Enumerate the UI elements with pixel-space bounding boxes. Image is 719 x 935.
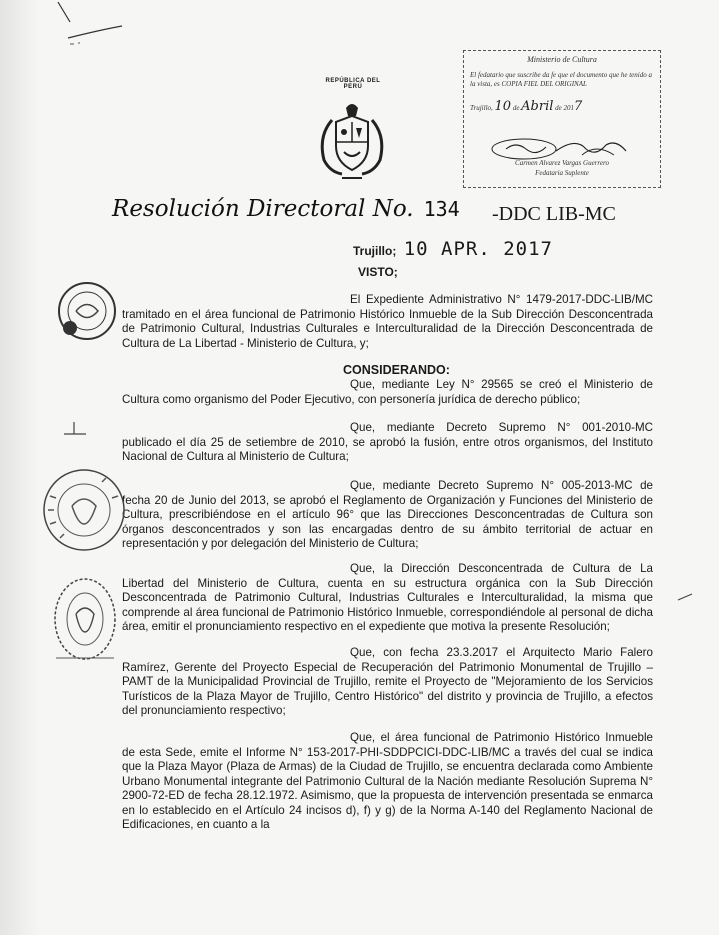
- paragraph-text: Que, la Dirección Desconcentrada de Cultura de La Libertad del Ministerio de Cultura, cuenta en su estructura orgánica con la Sub Dirección Desconcentrada de Patrimonio Cultural, Industrias Culturales e Interculturalidad, la misma que comprende al área funcional de Patrimonio Histórico Inmueble, correspondiéndole al personal de dicha área, emitir el pronunciamiento respectivo en el expediente que motiva la presente Resolución;: [122, 562, 653, 633]
- visto-heading: VISTO;: [358, 265, 398, 279]
- ministry-seal-icon: [40, 466, 128, 554]
- coat-of-arms-icon: [312, 78, 392, 196]
- crest-label: REPÚBLICA DEL PERÚ: [325, 78, 381, 90]
- stamp-role: Fedataria Suplente: [535, 169, 589, 177]
- paragraph-arquitecto: [122, 646, 653, 719]
- signature-icon: [486, 135, 636, 161]
- considerando-heading: CONSIDERANDO:: [343, 363, 450, 377]
- resolution-code: -DDC LIB-MC: [492, 203, 616, 225]
- round-seal-icon: [56, 280, 118, 342]
- paragraph-ley: [122, 378, 653, 407]
- paragraph-direccion: [122, 562, 653, 635]
- paragraph-text: Que, mediante Ley N° 29565 se creó el Ministerio de Cultura como organismo del Poder Ejecutivo, con personería jurídica de derecho público;: [122, 378, 653, 406]
- stamp-ministry: Ministerio de Cultura: [527, 55, 597, 64]
- paragraph-text: Que, mediante Decreto Supremo N° 005-2013-MC de fecha 20 de Junio del 2013, se aprobó el Reglamento de Organización y Funciones del Ministerio de Cultura, prescribiéndose en el artículo 96° que las Direcciones Desconcentradas de Cultura son órganos desconcentrados y son las encargadas dentro de su ámbito territorial de actuar en representación y por delegación del Ministerio de Cultura;: [122, 479, 653, 550]
- date-stamp: 10 APR. 2017: [403, 238, 553, 260]
- oval-seal-icon: [50, 574, 120, 664]
- paragraph-text: Que, el área funcional de Patrimonio Histórico Inmueble de esta Sede, emite el Informe N° 153-2017-PHI-SDDPCICI-DDC-LIB/MC a través del cual se indica que la Plaza Mayor (Plaza de Armas) de la Ciudad de Trujillo, se encuentra declarada como Ambiente Urbano Monumental integrante del Patrimonio Cultural de la Nación mediante Resolución Suprema N° 2900-72-ED de fecha 28.12.1972. Asimismo, que la propuesta de intervención presentada se enmarca en lo establecido en el Artículo 24 incisos d), f) y g) de la Norma A-140 del Reglamento Nacional de Edificaciones, en cuanto a la: [122, 731, 653, 831]
- margin-arrow-icon: [676, 590, 696, 604]
- paragraph-text: El Expediente Administrativo N° 1479-2017-DDC-LIB/MC tramitado en el área funcional de Patrimonio Histórico Inmueble de la Sub Dirección Desconcentrada de Patrimonio Cultural, Industrias Culturales e Interculturalidad de la Dirección Desconcentrada de Cultura de La Libertad - Ministerio de Cultura, y;: [122, 293, 653, 350]
- stamp-year-digit: 7: [574, 98, 583, 114]
- paragraph-informe: [122, 731, 653, 833]
- paragraph-decreto-2013: [122, 479, 653, 552]
- resolution-title-text: Resolución Directoral No.: [112, 196, 414, 222]
- stamp-certification-text: El fedatario que suscribe da fe que el documento que he tenido a la vista, es COPIA FIEL DEL ORIGINAL: [470, 71, 652, 88]
- certification-stamp: [463, 50, 661, 188]
- scan-shadow: [0, 0, 40, 935]
- stamp-name: Carmen Alvarez Vargas Guerrero: [515, 159, 609, 167]
- paragraph-expediente: [122, 293, 653, 351]
- pen-mark-top-left: [40, 0, 130, 50]
- stamp-date-line: [470, 99, 654, 115]
- stamp-day: 10: [494, 98, 512, 114]
- paragraph-text: Que, con fecha 23.3.2017 el Arquitecto Mario Falero Ramírez, Gerente del Proyecto Especial de Recuperación del Patrimonio Monumental de Trujillo – PAMT de la Municipalidad Provincial de Trujillo, remite el Proyecto de "Mejoramiento de los Servicios Turísticos de la Plaza Mayor de Trujillo, Centro Histórico" del distrito y provincia de Trujillo, a efectos del pronunciamiento respectivo;: [122, 646, 653, 717]
- resolution-number: 134: [423, 197, 460, 221]
- stamp-de1: de: [512, 103, 520, 112]
- resolution-title: [112, 196, 460, 222]
- paragraph-text: Que, mediante Decreto Supremo N° 001-2010-MC publicado el día 25 de setiembre de 2010, se aprobó la fusión, entre otros organismos, del Instituto Nacional de Cultura al Ministerio de Cultura;: [122, 421, 653, 463]
- margin-tick-icon: [60, 420, 90, 444]
- date-line: [353, 238, 553, 260]
- date-label: Trujillo;: [353, 244, 397, 258]
- stamp-month: Abril: [521, 98, 554, 114]
- paragraph-decreto-2010: [122, 421, 653, 465]
- stamp-city: Trujillo,: [470, 103, 493, 112]
- stamp-de2: de 201: [555, 103, 575, 112]
